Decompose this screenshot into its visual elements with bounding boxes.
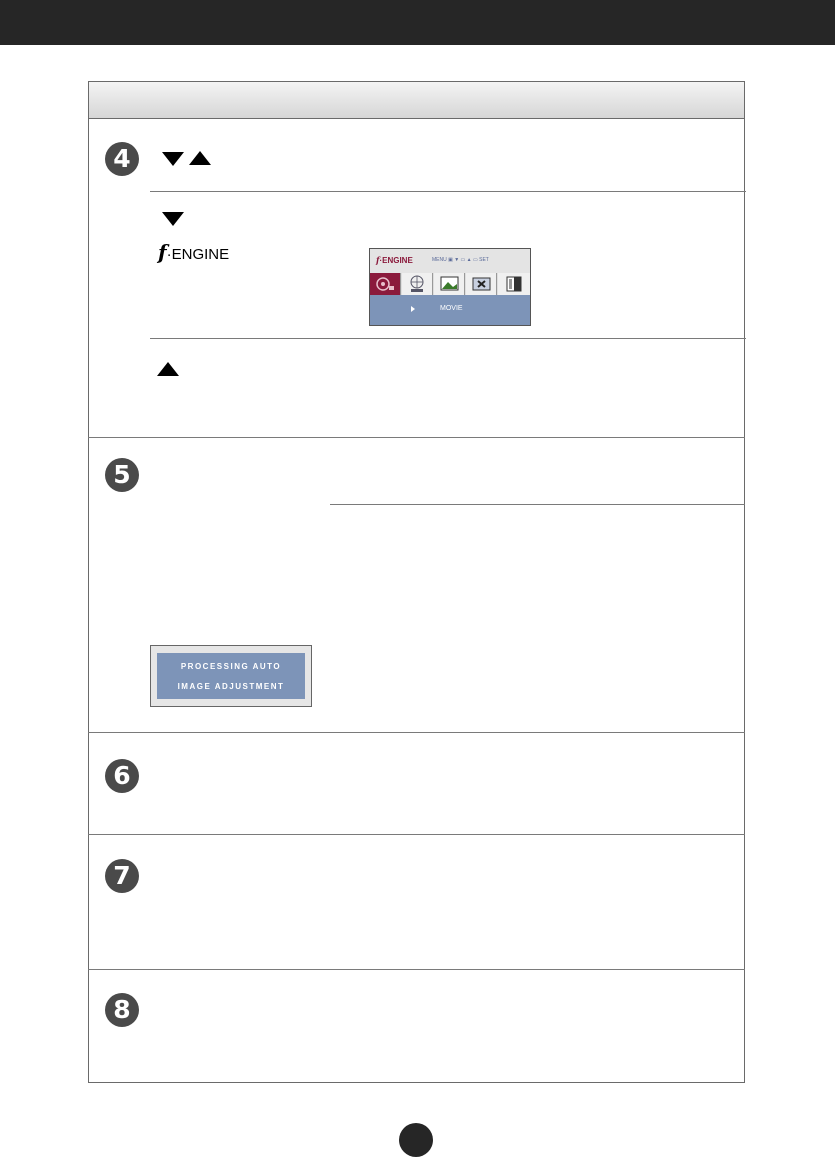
fengine-f-glyph: f: [158, 240, 167, 264]
down-arrow-icon: [162, 212, 184, 226]
table-header: [89, 82, 744, 119]
osd-mode-label: MOVIE: [440, 305, 463, 312]
sub-divider: [150, 191, 746, 192]
page-number-badge: [399, 1123, 433, 1157]
content-frame: [88, 81, 745, 1083]
step-number-7: 7: [105, 859, 139, 893]
fengine-dot: ·: [166, 246, 172, 263]
processing-line-2: IMAGE ADJUSTMENT: [177, 682, 285, 691]
step-number-8: 8: [105, 993, 139, 1027]
sub-divider: [150, 338, 746, 339]
step-number-4: 4: [105, 142, 139, 176]
fengine-word: ENGINE: [171, 246, 230, 263]
osd-title: [376, 255, 413, 265]
section-divider: [88, 732, 745, 733]
osd-header: [370, 249, 530, 273]
user-icon[interactable]: [498, 273, 530, 295]
up-arrow-icon: [189, 151, 211, 165]
internet-icon[interactable]: [402, 273, 433, 295]
picture-icon[interactable]: [434, 273, 465, 295]
processing-line-1: PROCESSING AUTO: [180, 662, 282, 671]
fengine-osd: [369, 248, 531, 326]
processing-message-box: [150, 645, 312, 707]
processing-message-panel: [157, 653, 305, 699]
osd-title-f: f: [376, 255, 380, 265]
osd-key-hints: MENU ▣ ▼ ▭ ▲ ▭ SET: [432, 257, 489, 263]
up-arrow-icon: [157, 362, 179, 376]
osd-arrow-icon: [411, 306, 415, 312]
step-number-6: 6: [105, 759, 139, 793]
osd-title-text: ·ENGINE: [379, 256, 413, 265]
cancel-icon[interactable]: [466, 273, 497, 295]
sub-divider: [330, 504, 745, 505]
movie-icon[interactable]: [370, 273, 401, 295]
down-arrow-icon: [162, 152, 184, 166]
osd-mode-icons: [370, 273, 530, 295]
section-divider: [88, 834, 745, 835]
osd-mode-bar: [370, 295, 530, 325]
section-divider: [88, 969, 745, 970]
fengine-label: [158, 240, 229, 264]
top-bar: [0, 0, 835, 45]
section-divider: [88, 437, 745, 438]
step-number-5: 5: [105, 458, 139, 492]
